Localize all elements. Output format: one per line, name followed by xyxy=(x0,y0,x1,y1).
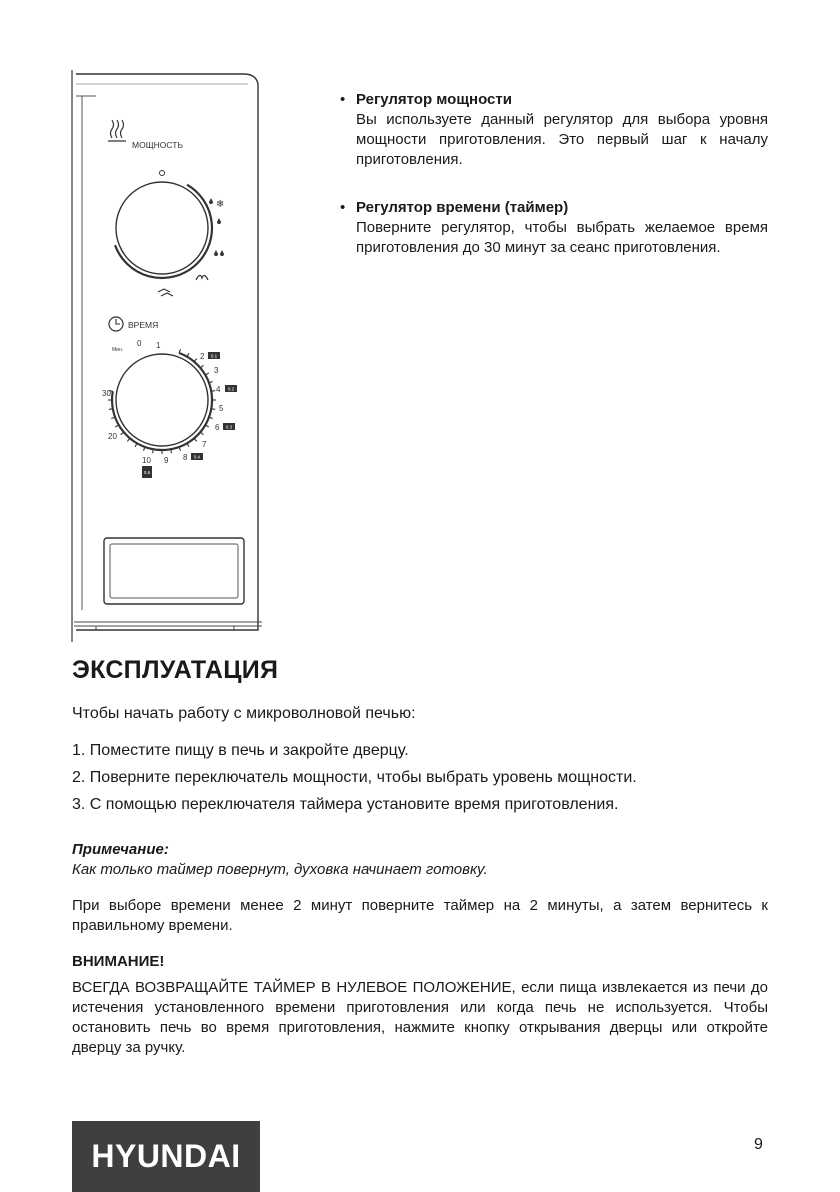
section-intro: Чтобы начать работу с микроволновой печью: xyxy=(72,705,416,722)
step-item: 1. Поместите пищу в печь и закройте дверцу. xyxy=(72,742,409,759)
bullet-text: Вы используете данный регулятор для выбора уровня мощности приготовления. Это первый шаг к началу приготовления. xyxy=(356,111,768,168)
note-text: Как только таймер повернут, духовка начинает готовку. xyxy=(72,861,488,878)
bullet-item: • Регулятор мощности Вы используете данный регулятор для выбора уровня мощности приготовления. Это первый шаг к началу приготовления. xyxy=(340,91,768,168)
bullet-title: Регулятор времени (таймер) xyxy=(356,199,569,216)
warning-text: ВСЕГДА ВОЗВРАЩАЙТЕ ТАЙМЕР В НУЛЕВОЕ ПОЛОЖЕНИЕ, если пища извлекается из печи до истечения установленного времени приготовления или когда печь не используется. Чтобы остановить печь во время приготовления, нажмите кнопку открывания дверцы или откройте дверцу за ручку. xyxy=(72,979,768,1056)
power-icon xyxy=(108,120,126,141)
timer-number: 10 xyxy=(142,456,151,465)
door-release-button xyxy=(104,538,244,604)
timer-number: 20 xyxy=(108,432,117,441)
clock-icon xyxy=(109,317,123,331)
section-title: ЭКСПЛУАТАЦИЯ xyxy=(72,656,279,684)
control-panel-illustration xyxy=(66,70,266,642)
timer-tick xyxy=(153,449,154,453)
bullet-item: • Регулятор времени (таймер) Поверните регулятор, чтобы выбрать желаемое время приготовления до 30 минут за сеанс приготовления. xyxy=(340,199,768,256)
controls-description xyxy=(340,90,768,286)
timer-number: 2 xyxy=(200,352,205,361)
timer-number: 6 xyxy=(215,423,220,432)
timer-badge: 0.1 xyxy=(210,353,218,359)
note-title: Примечание: xyxy=(72,841,169,858)
timer-badge: 0.5 xyxy=(143,470,151,475)
operation-section xyxy=(72,656,768,1074)
step-item: 2. Поверните переключатель мощности, чтобы выбрать уровень мощности. xyxy=(72,769,637,786)
page-number: 9 xyxy=(754,1136,763,1153)
timer-tick xyxy=(211,391,215,392)
timer-number: 3 xyxy=(214,366,219,375)
timer-number: 9 xyxy=(164,456,169,465)
timer-tick xyxy=(109,409,113,410)
paragraph: При выборе времени менее 2 минут поверните таймер на 2 минуты, а затем вернитесь к правильному времени. xyxy=(72,897,768,934)
timer-knob xyxy=(102,339,237,478)
timer-number: 7 xyxy=(202,440,207,449)
bullet-text: Поверните регулятор, чтобы выбрать желаемое время приготовления до 30 минут за сеанс приготовления. xyxy=(356,219,768,256)
timer-badge: 0.4 xyxy=(193,454,201,460)
step-item: 3. С помощью переключателя таймера установите время приготовления. xyxy=(72,796,619,813)
timer-badge: 0.2 xyxy=(227,386,235,392)
warning-title: ВНИМАНИЕ! xyxy=(72,953,165,970)
steps-list xyxy=(72,737,768,818)
timer-number: 8 xyxy=(183,453,188,462)
timer-tick xyxy=(211,409,215,410)
timer-badge: 0.3 xyxy=(225,424,233,430)
power-knob xyxy=(115,171,224,297)
power-label: МОЩНОСТЬ xyxy=(132,140,184,150)
timer-tick xyxy=(121,432,124,435)
timer-number: 30 xyxy=(102,389,111,398)
bullet-title: Регулятор мощности xyxy=(356,91,512,108)
timer-number: 4 xyxy=(216,385,221,394)
timer-tick xyxy=(171,449,172,453)
timer-min-label: Мин. xyxy=(112,347,124,353)
timer-number: 0 xyxy=(137,339,142,348)
timer-number: 1 xyxy=(156,341,161,350)
brand-logo: HYUNDAI xyxy=(72,1121,260,1192)
svg-text:❄: ❄ xyxy=(216,199,225,210)
timer-number: 5 xyxy=(219,404,224,413)
time-label: ВРЕМЯ xyxy=(128,320,159,330)
